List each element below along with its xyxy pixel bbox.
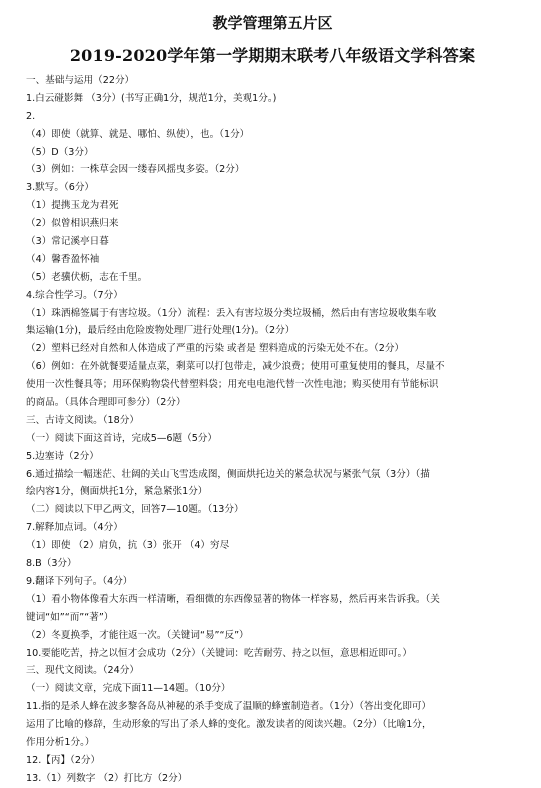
answer-line: 5.边塞诗（2分） <box>26 450 99 462</box>
answer-line: 4.综合性学习。（7分） <box>26 289 123 301</box>
answer-line: 1.白云碰影舞 （3分）(书写正确1分，规范1分，美观1分。) <box>26 92 277 104</box>
answer-line: 作用分析1分。） <box>26 736 95 748</box>
answer-line: （一）阅读文章，完成下面11—14题。（10分） <box>26 683 231 695</box>
answer-line: 的商品。（具体合理即可参分）（2分） <box>26 397 186 409</box>
answer-line: （1）看小物体像看大东西一样清晰，看细微的东西像显著的物体一样容易，然后再来告诉我。（关 <box>26 593 440 605</box>
answer-line: 3.默写。（6分） <box>26 182 95 194</box>
answer-line: 10.要能吃苦，持之以恒才会成功（2分）（关键词：吃苦耐劳、持之以恒，意思相近即可。） <box>26 647 412 659</box>
answer-line: 三、古诗文阅读。（18分） <box>26 414 139 426</box>
answer-line: 三、现代文阅读。（24分） <box>26 665 139 677</box>
answer-line: 8.B（3分） <box>26 558 77 570</box>
answer-line: （1）提携玉龙为君死 <box>26 200 119 212</box>
answer-body <box>26 72 519 788</box>
answer-line: （4）馨香盈怀袖 <box>26 253 100 265</box>
document-title: 2019-2020学年第一学期期末联考八年级语文学科答案 <box>69 46 476 65</box>
answer-line: （二）阅读以下甲乙两文，回答7—10题。（13分） <box>26 504 244 516</box>
answer-line: 11.指的是杀人蜂在波多黎各岛从神秘的杀手变成了温顺的蜂蜜制造者。（1分）（答出变化即可） <box>26 701 432 713</box>
answer-line: （4）即使（就算、就是、哪怕、纵使），也。（1分） <box>26 128 250 140</box>
answer-line: （2）塑料已经对自然和人体造成了严重的污染 或者是 塑料造成的污染无处不在。（2分） <box>26 343 405 355</box>
answer-line: 7.解释加点词。（4分） <box>26 522 123 534</box>
answer-line: （2）冬夏换季，才能往返一次。（关键词“易”“反”） <box>26 629 249 641</box>
answer-line: （3）例如：一株草会因一缕春风摇曳多姿。（2分） <box>26 164 245 176</box>
answer-line: 集运输(1分)，最后经由危险废物处理厂进行处理(1分)。（2分） <box>26 325 295 337</box>
answer-line: 运用了比喻的修辞，生动形象的写出了杀人蜂的变化。激发读者的阅读兴趣。（2分）（比喻1分， <box>26 719 432 731</box>
answer-line: 绘内容1分，侧面烘托1分，紧急紧张1分） <box>26 486 208 498</box>
answer-line: （5）D（3分） <box>26 146 94 158</box>
answer-line: （1）珠洒棉签属于有害垃圾。（1分）流程：丢入有害垃圾分类垃圾桶，然后由有害垃圾收集车收 <box>26 307 437 319</box>
answer-line: （6）例如：在外就餐要适量点菜，剩菜可以打包带走，减少浪费；使用可重复使用的餐具，尽量不 <box>26 361 445 373</box>
answer-line: （一）阅读下面这首诗，完成5—6题（5分） <box>26 432 217 444</box>
answer-line: 键词“如”“而”“著”） <box>26 611 114 623</box>
answer-line: 使用一次性餐具等；用环保购物袋代替塑料袋；用充电电池代替一次性电池；购买使用有节能标识 <box>26 379 439 391</box>
district-header: 教学管理第五片区 <box>212 14 333 32</box>
answer-line: （1）即使 （2）肩负，抗（3）张开 （4）穷尽 <box>26 540 230 552</box>
answer-line: （5）老骥伏枥，志在千里。 <box>26 271 148 283</box>
answer-line: （2）似曾相识燕归来 <box>26 218 119 230</box>
answer-line: 12.【丙】（2分） <box>26 754 101 766</box>
answer-line: 9.翻译下列句子。（4分） <box>26 575 133 587</box>
answer-line: 一、基础与运用（22分） <box>26 75 135 86</box>
answer-line: 13.（1）列数字 （2）打比方（2分） <box>26 772 188 784</box>
answer-line: （3）常记溪亭日暮 <box>26 236 109 248</box>
answer-line: 2. <box>26 110 36 122</box>
answer-line: 6.通过描绘一幅迷茫、壮阔的关山飞雪迭成图，侧面烘托边关的紧急状况与紧张气氛（3分）（描 <box>26 468 430 480</box>
